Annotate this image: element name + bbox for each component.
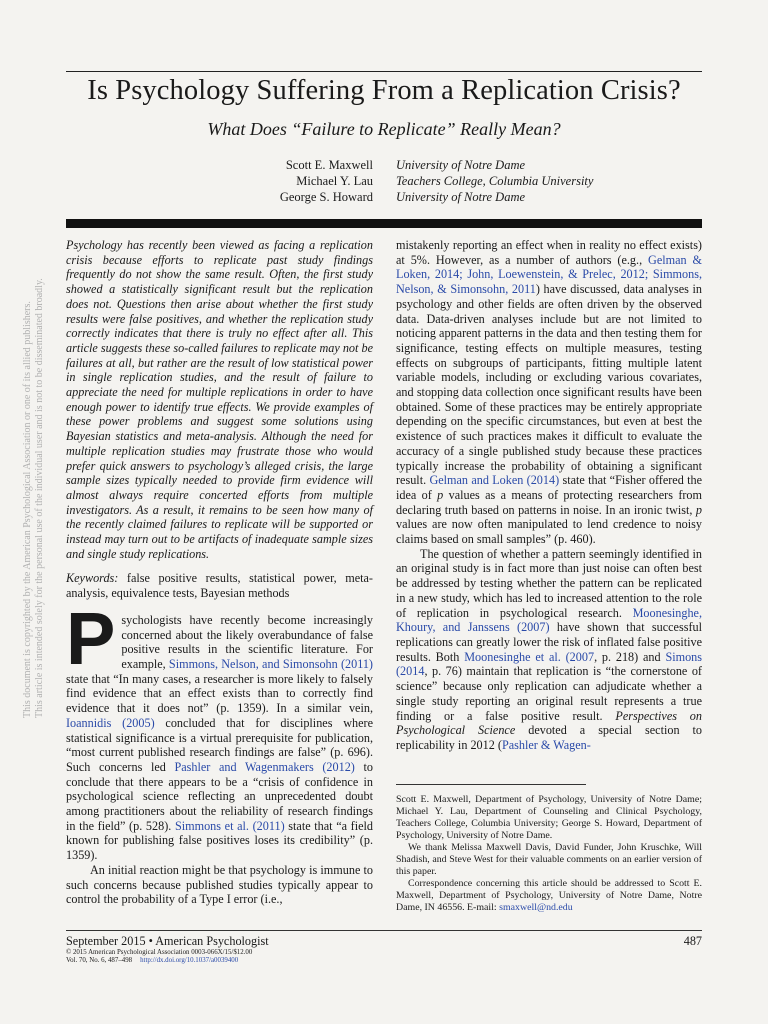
copyright-line: © 2015 American Psychological Association 0003-066X/15/$12.00 (66, 949, 253, 956)
italic-term: p (695, 502, 702, 517)
publication-meta (66, 949, 466, 965)
citation-link[interactable]: Gelman and Loken (2014) (429, 473, 560, 488)
citation-link[interactable]: Simmons, Nelson, and Simonsohn (2011) (168, 656, 373, 671)
body-text-left (66, 596, 374, 907)
body-paragraph: The question of whether a pattern seemingly identified in an original study is in fact more than just noise can often best be addressed by testing whether the pattern can be replicated in a new study, which has led to increased attention to the role of replication in psychological research. Moonesinghe, Khoury, and Janssens (2007) have shown that successful replications can greatly lower the risk of inflated false positive results. Both Moonesinghe et al. (2007, p. 218) and Simons (2014, p. 76) maintain that replication is “the cornerstone of science” because only replication can adjudicate whether a single study reporting an original result represents a true finding or a false positive result. Perspectives on Psychological Science devoted a special section to replicability in 2012 (Pashler & Wagen- (396, 546, 703, 752)
italic-term: p (437, 487, 444, 502)
author-name: George S. Howard (279, 190, 373, 204)
abstract: Psychology has recently been viewed as facing a replication crisis because efforts to replicate past study findings frequently do not show the same result. Often, the first study showed a statistically significant result but the replication does not. Questions then arise about whether the first study results were false positives, and whether the replication study correctly indicates that there is truly no effect after all. This article suggests these so-called failures to replicate may not be failures at all, but rather are the result of low statistical power in single replication studies, and the result of failure to appreciate the need for multiple replications in order to have enough power to identify true effects. We provide examples of these power problems and suggest some solutions using Bayesian statistics and meta-analysis. Although the need for multiple replication studies may frustrate those who would prefer quick answers to psychology’s alleged crisis, the large sample sizes typically needed to provide firm evidence will almost always require concerted efforts from multiple investigators. As a result, it remains to be seen how many of the recently claimed failures to replicate will be supported or instead may turn out to be artifacts of inadequate sample sizes and single study replications. (66, 238, 373, 561)
usage-notice-line: This article is intended solely for the personal use of the individual user and is not to be disseminated broadly. (34, 278, 45, 718)
author-note-affiliations: Scott E. Maxwell, Department of Psychology, University of Notre Dame; Michael Y. Lau, Department of Counseling and Clinical Psychology, Teachers College, Columbia University; George S. Howard, Department of Psychology, University of Notre Dame. (396, 794, 702, 841)
keywords-label: Keywords: (66, 571, 119, 586)
citation-link[interactable]: Moonesinghe, Khoury, and Janssens (2007) (396, 605, 702, 635)
keywords (66, 571, 373, 600)
page-number: 487 (683, 934, 702, 948)
copyright-notice-line: This document is copyrighted by the American Psychological Association or one of its allied publishers. (22, 301, 33, 718)
title-top-rule (66, 71, 702, 72)
citation-link[interactable]: Simmons et al. (2011) (174, 818, 285, 833)
drop-cap: P (66, 596, 116, 680)
author-affiliation: Teachers College, Columbia University (396, 174, 594, 188)
volume-doi-line (66, 957, 466, 965)
citation-link[interactable]: Pashler and Wagenmakers (2012) (174, 759, 355, 774)
body-paragraph: Psychologists have recently become increasingly concerned about the likely overabundance of false positive results in the scientific literature. For example, Simmons, Nelson, and Simonsohn (2011) state that “In many cases, a researcher is more likely to falsely find evidence that an effect exists than to correctly find evidence that it does not” (p. 1359). In a similar vein, Ioannidis (2005) concluded that for disciplines where statistical significance is a virtual prerequisite for publication, “most current published research findings are false” (p. 696). Such concerns led Pashler and Wagenmakers (2012) to conclude that there appears to be a “crisis of confidence in psychological science reflecting an unprecedented doubt among practitioners about the reliability of research findings in the field” (p. 528). Simmons et al. (2011) state that “a field known for publishing false positives loses its credibility” (p. 1359). (66, 596, 374, 863)
body-paragraph: An initial reaction might be that psychology is immune to such concerns because published studies typically appear to control the probability of a Type I error (i.e., (66, 862, 373, 907)
citation-link[interactable]: Pashler & Wagen- (501, 737, 591, 752)
citation-link[interactable]: Simons (2014 (396, 649, 703, 679)
citation-link[interactable]: Ioannidis (2005) (66, 715, 155, 730)
author-name: Scott E. Maxwell (285, 158, 373, 172)
journal-name: Perspectives on Psychological Science (396, 708, 702, 738)
citation-link[interactable]: Gelman & Loken, 2014; John, Loewenstein, & Prelec, 2012; Simmons, Nelson, & Simonsohn, 2011 (396, 252, 703, 297)
volume-info: Vol. 70, No. 6, 487–498 (66, 957, 133, 964)
body-paragraph: mistakenly reporting an effect when in reality no effect exists) at 5%. However, as a number of authors (e.g., Gelman & Loken, 2014; John, Loewenstein, & Prelec, 2012; Simmons, Nelson, & Simonsohn, 2011) have discussed, data analyses in psychology and other fields are often driven by the observed data. Data-driven analyses include but are not limited to noticing apparent patterns in the data and then testing them for significance, testing effects on multiple measures, testing effects on subgroups of participants, fitting multiple latent variable models, including or excluding various covariates, and stopping data collection once significant results have been obtained. Some of these practices may be entirely appropriate depending on the specific circumstances, but even at best the existence of such practices makes it difficult to evaluate the accuracy of a single published study because these practices typically increase the probability of obtaining a significant result. Gelman and Loken (2014) state that “Fisher offered the idea of p values as a means of protecting researchers from declaring truth based on patterns in noise. In an ironic twist, p values are now often manipulated to lend credence to noisy claims based on small samples” (p. 460). (396, 238, 703, 547)
doi-link[interactable]: http://dx.doi.org/10.1037/a0039400 (140, 957, 239, 964)
author-name: Michael Y. Lau (296, 174, 373, 188)
article-title: Is Psychology Suffering From a Replication Crisis? (87, 75, 681, 106)
footnote-rule (396, 784, 586, 785)
author-affiliation: University of Notre Dame (396, 158, 526, 172)
copyright-side-notice (22, 260, 45, 718)
right-column (396, 238, 702, 753)
article-subtitle: What Does “Failure to Replicate” Really Mean? (207, 119, 561, 139)
author-affiliation: University of Notre Dame (396, 190, 526, 204)
header-divider-bar (66, 219, 702, 228)
author-note-acknowledgments: We thank Melissa Maxwell Davis, David Funder, John Kruschke, Will Shadish, and Steve West for their valuable comments on an earlier version of this paper. (396, 842, 702, 877)
left-column (66, 238, 373, 907)
affiliation-list (396, 157, 706, 205)
author-note-correspondence: Correspondence concerning this article should be addressed to Scott E. Maxwell, Department of Psychology, University of Notre Dame, Notre Dame, IN 46556. E-mail: smaxwell@nd.edu (396, 878, 702, 913)
footer-rule (66, 930, 702, 931)
journal-footer: September 2015 • American Psychologist (66, 934, 269, 948)
email-link[interactable]: smaxwell@nd.edu (499, 902, 573, 913)
author-list (200, 157, 373, 205)
citation-link[interactable]: Moonesinghe et al. (2007 (464, 649, 595, 664)
author-note (396, 794, 702, 914)
keywords-text: false positive results, statistical power, meta-analysis, equivalence tests, Bayesian methods (66, 571, 373, 601)
